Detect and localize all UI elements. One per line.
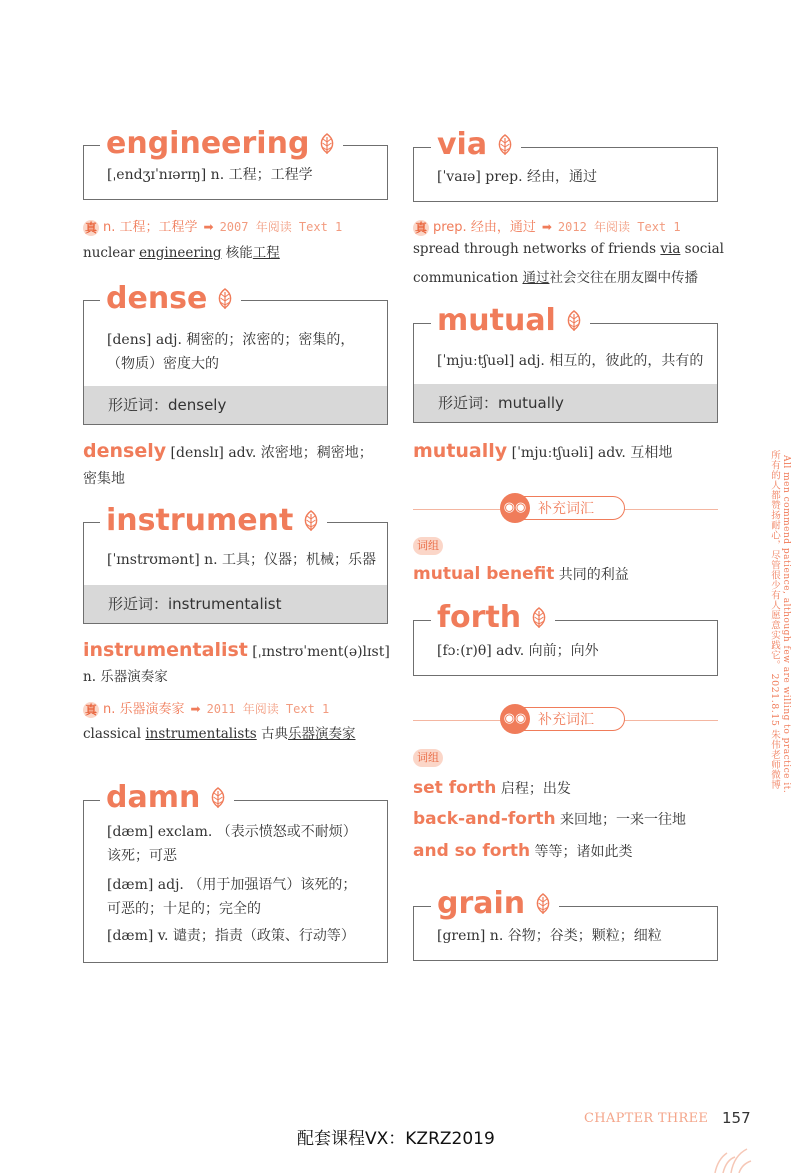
definition-engineering: [ˌendʒɪˈnɪərɪŋ] n. 工程；工程学 xyxy=(107,167,313,183)
entry-box-mutual xyxy=(413,323,718,423)
headword-dense: dense xyxy=(100,282,241,316)
leaf-icon xyxy=(208,787,228,809)
definition-forth: [fɔː(r)θ] adv. 向前；向外 xyxy=(437,643,599,659)
derived-densely-2: 密集地 xyxy=(83,471,125,487)
definition-damn-1: [dæm] exclam. （表示愤怒或不耐烦） xyxy=(107,824,357,840)
derived-densely: densely [denslɪ] adv. 浓密地；稠密地； xyxy=(83,440,373,462)
chapter-label: CHAPTER THREE xyxy=(584,1111,709,1126)
headword-damn: damn xyxy=(100,781,234,815)
definition-dense-1: [dens] adj. 稠密的；浓密的；密集的， xyxy=(107,332,355,348)
exam-note-via: 真 prep. 经由，通过 ➡ 2012 年阅读 Text 1 xyxy=(414,220,681,235)
definition-damn-5: [dæm] v. 谴责；指责（政策、行动等） xyxy=(107,928,355,944)
exam-note-engineering: 真 n. 工程；工程学 ➡ 2007 年阅读 Text 1 xyxy=(84,220,343,235)
owl-icon: ◉◉ xyxy=(500,493,530,523)
leaf-icon xyxy=(529,607,549,629)
arrow-icon: ➡ xyxy=(190,702,201,716)
headword-via: via xyxy=(431,128,521,162)
leaf-icon xyxy=(533,893,553,915)
definition-via: [ˈvaɪə] prep. 经由，通过 xyxy=(437,169,598,185)
supplement-header-2: ◉◉ 补充词汇 xyxy=(413,707,718,733)
zhen-badge: 真 xyxy=(84,220,97,235)
synonym-dense: 形近词：densely xyxy=(84,386,387,424)
example-sentence-via-2: communication 通过社会交往在朋友圈中传播 xyxy=(413,270,698,286)
phrase-back-and-forth: back-and-forth 来回地；一来一往地 xyxy=(413,809,687,829)
definition-instrument: [ˈɪnstrʊmənt] n. 工具；仪器；机械；乐器 xyxy=(107,552,377,568)
definition-damn-3: [dæm] adj. （用于加强语气）该死的； xyxy=(107,877,357,893)
page-number: 157 xyxy=(722,1109,751,1127)
side-quote-zh: 所有的人都赞扬耐心，尽管很少有人愿意实践它。 2021.8.15 朱伟老师微博 xyxy=(769,450,780,790)
arrow-icon: ➡ xyxy=(541,220,552,234)
leaf-icon xyxy=(301,510,321,532)
headword-mutual: mutual xyxy=(431,304,590,338)
cizu-badge-2: 词组 xyxy=(413,749,443,767)
definition-dense-2: （物质）密度大的 xyxy=(107,356,219,372)
cizu-badge-1: 词组 xyxy=(413,537,443,555)
example-sentence-via-1: spread through networks of friends via social xyxy=(413,241,724,257)
leaf-icon xyxy=(564,310,584,332)
headword-forth: forth xyxy=(431,601,555,635)
example-sentence-engineering: nuclear engineering 核能工程 xyxy=(83,245,280,261)
leaf-icon xyxy=(215,288,235,310)
example-sentence-instrumentalist: classical instrumentalists 古典乐器演奏家 xyxy=(83,726,356,742)
phrase-set-forth: set forth 启程；出发 xyxy=(413,778,571,798)
side-quote-en: All men commend patience, although few are willing to practice it. xyxy=(781,455,791,794)
synonym-instrument: 形近词：instrumentalist xyxy=(84,585,387,623)
headword-grain: grain xyxy=(431,887,559,921)
supplement-header-1: ◉◉ 补充词汇 xyxy=(413,496,718,522)
derived-instrumentalist-2: n. 乐器演奏家 xyxy=(83,669,168,685)
synonym-mutual: 形近词：mutually xyxy=(414,384,717,422)
derived-instrumentalist: instrumentalist [ˌɪnstrʊˈment(ə)lɪst] xyxy=(83,639,390,661)
phrase-and-so-forth: and so forth 等等；诸如此类 xyxy=(413,841,633,861)
owl-icon: ◉◉ xyxy=(500,704,530,734)
zhen-badge: 真 xyxy=(414,220,427,235)
phrase-mutual-benefit: mutual benefit 共同的利益 xyxy=(413,564,629,584)
definition-mutual: [ˈmjuːtʃuəl] adj. 相互的，彼此的，共有的 xyxy=(437,353,704,369)
definition-grain: [greɪn] n. 谷物；谷类；颗粒；细粒 xyxy=(437,928,662,944)
watermark: 配套课程VX：KZRZ2019 xyxy=(297,1129,495,1149)
definition-damn-4: 可恶的；十足的；完全的 xyxy=(107,901,261,917)
zhen-badge: 真 xyxy=(84,702,97,717)
leaf-icon xyxy=(317,133,337,155)
grass-decoration-icon xyxy=(705,1145,755,1173)
exam-note-instrumentalist: 真 n. 乐器演奏家 ➡ 2011 年阅读 Text 1 xyxy=(84,702,330,717)
arrow-icon: ➡ xyxy=(203,220,214,234)
headword-engineering: engineering xyxy=(100,127,343,161)
definition-damn-2: 该死；可恶 xyxy=(107,848,177,864)
headword-instrument: instrument xyxy=(100,504,327,538)
leaf-icon xyxy=(495,134,515,156)
derived-mutually: mutually [ˈmjuːtʃuəli] adv. 互相地 xyxy=(413,440,673,462)
